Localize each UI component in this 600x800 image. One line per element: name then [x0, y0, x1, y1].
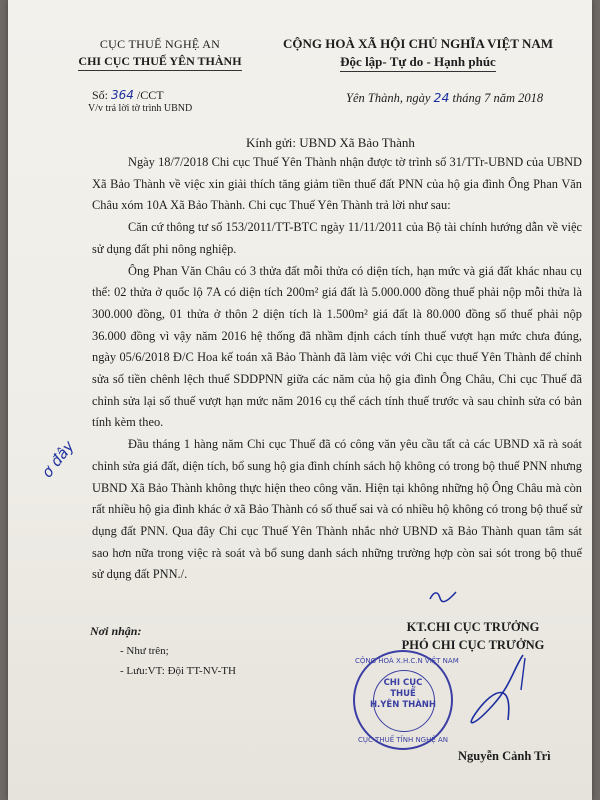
reference-prefix: Số: [92, 88, 112, 102]
paragraph-4: Đầu tháng 1 hàng năm Chi cục Thuế đã có công văn yêu cầu tất cả các UBND xã rà soát chỉnh sửa giá đất, diện tích, bổ sung hộ gia đình chính sách hộ không có trong bộ thuế PNN nhưng UBND Xã Bảo Thành không thực hiện theo công văn. Hiện tại không những hộ Ông Châu mà còn rất nhiều hộ gia đình khác ở xã Bảo Thành có số thuế sai và có nhiều hộ không có trong bộ thuế sử dụng đất PNN. Qua đây Chi cục Thuế Yên Thành nhắc nhở UBND xã Bảo Thành quan tâm sát sao hơn nữa trong việc rà soát và bổ sung danh sách những trường hợp còn sai sót trong bộ thuế sử dụng đất PNN./. [92, 437, 582, 582]
date-prefix: Yên Thành, ngày [346, 91, 434, 105]
paragraph-3: Ông Phan Văn Châu có 3 thửa đất mỗi thửa có diện tích, hạn mức và giá đất khác nhau cụ thể: 02 thửa ở quốc lộ 7A có diện tích 200m² giá đất là 5.000.000 đồng thuế phải nộp mỗi thửa là 300.000 đồng, 01 thửa ở thôn 2 diện tích là 1.500m² giá đất là 80.000 đồng số thuế phải nộp 36.000 đồng vì vậy năm 2016 hệ thống đã nhầm định cách tính thuế vượt hạn mức chưa đúng, ngày 05/6/2018 Đ/C Hoa kế toán xã Bảo Thành đã làm việc với Chi cục thuế Yên Thành để chỉnh sửa số tiền chênh lệch thuế SDDPNN giữa các năm của hộ gia đình Ông Châu, Chi cục Thuế đã chỉnh sửa lại số thuế vượt hạn mức năm 2016 cụ thể cách tính thuế trước và sau chỉnh sửa có bản tính kèm theo. [92, 263, 582, 430]
reference-number [92, 88, 164, 103]
date-handwritten-day: 24 [433, 90, 450, 105]
signature-title-1: KT.CHI CỤC TRƯỞNG [406, 620, 540, 634]
stamp-bottom-rim: CỤC THUẾ TỈNH NGHỆ AN [357, 736, 449, 744]
stamp-center [355, 678, 451, 711]
issuer-name: CHI CỤC THUẾ YÊN THÀNH [78, 53, 241, 71]
reference-handwritten-number: 364 [111, 88, 134, 102]
document-page [8, 0, 592, 800]
national-motto: Độc lập- Tự do - Hạnh phúc [340, 53, 496, 72]
stamp-center-line-3: H.YÊN THÀNH [369, 700, 437, 710]
subject-line: V/v trả lời tờ trình UBND [88, 103, 193, 114]
signature-title-2: PHÓ CHI CỤC TRƯỞNG [401, 638, 545, 652]
letter-body [92, 152, 582, 586]
handwritten-signature-icon [453, 650, 543, 745]
recipients-block [90, 621, 236, 681]
stamp-center-line-1: CHI CỤC [383, 678, 423, 688]
date-line [346, 90, 543, 106]
issuer-parent: CỤC THUẾ NGHỆ AN [99, 37, 221, 51]
signer-name: Nguyễn Cảnh Trì [458, 749, 551, 763]
recipient-item: - Như trên; [120, 645, 169, 657]
recipients-title: Nơi nhận: [90, 624, 142, 638]
handwritten-paraph-icon [428, 589, 458, 608]
recipient-line: Kính gửi: UBND Xã Bảo Thành [246, 135, 415, 150]
national-title: CỘNG HOÀ XÃ HỘI CHỦ NGHĨA VIỆT NAM [282, 36, 554, 51]
stamp-center-line-2: THUẾ [390, 689, 416, 699]
paragraph-1: Ngày 18/7/2018 Chi cục Thuế Yên Thành nhận được tờ trình số 31/TTr-UBND của UBND Xã Bảo Thành về việc xin giải thích tăng giảm tiền thuế đất PNN của hộ gia đình Ông Phan Văn Châu xóm 10A Xã Bảo Thành. Chi cục Thuế Yên Thành trả lời như sau: [92, 155, 582, 213]
official-stamp-icon [353, 650, 459, 750]
handwritten-margin-note: ơ đây [38, 437, 78, 482]
issuer-header [60, 36, 260, 71]
national-header [268, 35, 568, 72]
paragraph-2: Căn cứ thông tư số 153/2011/TT-BTC ngày 11/11/2011 của Bộ tài chính hướng dẫn về việc sử dụng đất phi nông nghiệp. [92, 220, 582, 256]
date-suffix: tháng 7 năm 2018 [449, 91, 544, 105]
recipient-item: - Lưu:VT: Đội TT-NV-TH [120, 665, 236, 677]
signature-title [378, 618, 568, 654]
reference-suffix: /CCT [133, 88, 164, 102]
stamp-top-rim: CỘNG HOÀ X.H.C.N VIỆT NAM [355, 657, 459, 665]
